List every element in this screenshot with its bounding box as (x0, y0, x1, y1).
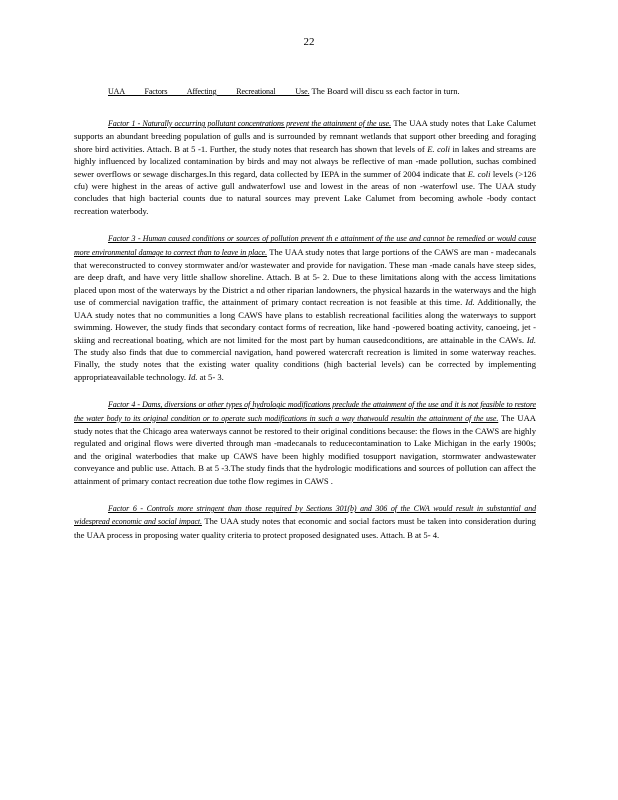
id-citation: Id. (465, 297, 475, 308)
factor-3-text-more: The study also finds that due to commercial navigation, hand powered watercraft recreation is limited in some waterway reaches. Finally, the study notes that the existing water quality conditions (high bacterial levels) can be corrected by implementing appropriateavailable technology. (74, 346, 536, 382)
factor-3-text: The UAA study notes that large portions of the CAWS are man - madecanals that wereconstructed to convey stormwater and/or wastewater and provide for navigation. These man -made canals have steep sides, are deep draft, and have very little shallow shoreline. Attach. B at 5- 2. Due to these limitations along with the access limitations placed upon most of the waterways by the District a nd other riparian landowners, the physical hazards in the waterways and the high use of commercial navigation traffic, the attainment of primary contact recreation is not feasible at this time. (74, 246, 536, 308)
intro-text: The Board will discu ss each factor in turn. (309, 86, 460, 96)
factor-4-text: The UAA study notes that the Chicago area waterways cannot be restored to their original conditions because: the flows in the CAWS are highly regulated and original flows were diverted through man -madecanals to reducecontamination to Lake Michigan in the early 1900s; and the original waterbodies that make up CAWS have been highly modified tosupport navigation, stormwater andwastewater conveyance and public use. Attach. B at 5 -3.The study finds that the hydrologic modifications and sources of pollution can affect the attainment of primary contact recreation due tothe flow regimes in CAWS . (74, 412, 536, 486)
factor-6-paragraph (74, 502, 536, 541)
factor-3-text-cont: Additionally, the UAA study notes that no communities a long CAWS have plans to establish recreational facilities along the waterways to support swimming. However, the study finds that secondary contact forms of recreation, like hand -powered boating activity, canoeing, jet -skiing and recreational boating, which are not limited for the most part by human causedconditions, are attainable in the CAWs. (74, 297, 536, 345)
factor-1-text: The UAA study notes that Lake Calumet supports an abundant breeding population of gulls and is surrounded by remnant wetlands that support other breeding and foraging shore bird activities. Attach. B at 5 -1. Further, the study notes that research has shown that levels of (74, 118, 536, 154)
intro-heading: UAA Factors Affecting Recreational Use. (108, 87, 310, 96)
factor-6-text: The UAA study notes that economic and social factors must be taken into consideration during the UAA process in proposing water quality criteria to protect proposed designated uses. Attach. B at 5- 4. (74, 516, 536, 540)
document-body (74, 84, 536, 556)
id-citation: Id. (526, 334, 536, 345)
factor-4-paragraph (74, 398, 536, 487)
factor-1-text-cont: in lakes and streams are highly influenced by localized contamination by birds and may not always be reflective of man -made pollution, suchas combined sewer overflows or sewage discharges.In this regard, data collected by IEPA in the summer of 2004 indicate that (74, 143, 536, 179)
factor-1-heading: Factor 1 - Naturally occurring pollutant concentrations prevent the attainment of the use. (108, 119, 391, 128)
ecoli-citation: E. coli (427, 143, 450, 154)
factor-4-heading: Factor 4 - Dams, diversions or other types of hydrologic modifications preclude the attainment of the use and it is not feasible to restore the water body to its original condition or to operate such modifications in such a way thatwould resultin the attainment of the use. (74, 400, 536, 423)
intro-paragraph (74, 84, 536, 99)
factor-3-text-end: at 5- 3. (197, 371, 224, 382)
page-number: 22 (303, 36, 315, 48)
ecoli-citation: E. coli (467, 168, 491, 179)
id-citation: Id. (188, 371, 198, 382)
factor-1-paragraph (74, 117, 536, 217)
factor-1-text-end: levels (>126 cfu) were highest in the areas of active gull andwaterfowl use and lowest in the areas of non -waterfowl use. The UAA study concludes that high bacterial counts due to natural sources may prevent Lake Calumet from becoming awhole -body contact recreation waterbody. (74, 168, 536, 216)
factor-6-heading: Factor 6 - Controls more stringent than those required by Sections 301(b) and 306 of the CWA would result in substantial and widespread economic and social impact. (74, 503, 536, 527)
factor-3-heading: Factor 3 - Human caused conditions or sources of pollution prevent th e attainment of the use and cannot be remedied or would cause more environmental damage to correct than to leave in place. (74, 234, 536, 257)
factor-3-paragraph (74, 232, 536, 383)
